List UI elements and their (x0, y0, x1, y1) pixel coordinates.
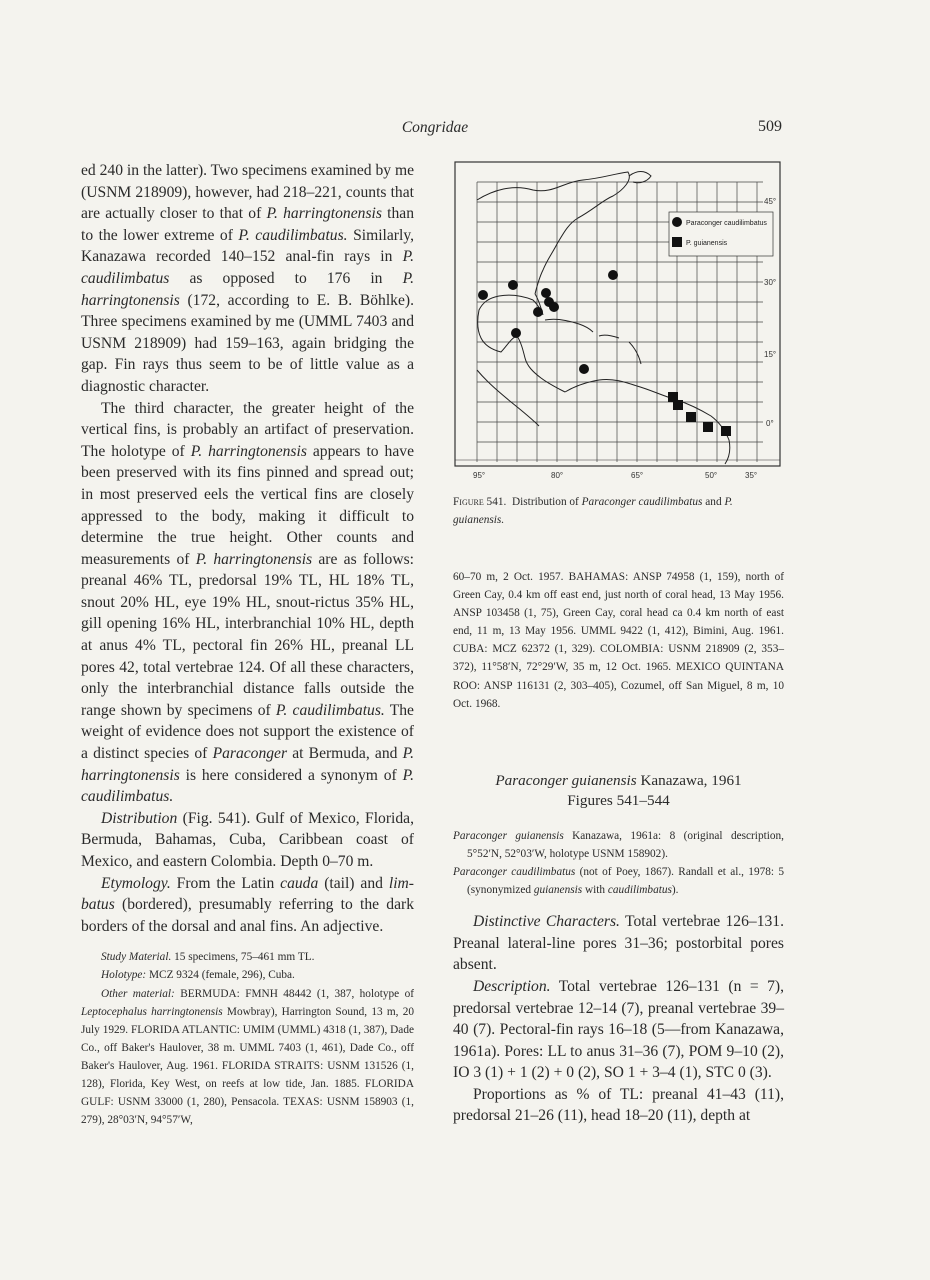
locality-marker (533, 307, 543, 317)
legend-label-guianensis: P. guianensis (686, 240, 728, 247)
material-continued: 60–70 m, 2 Oct. 1957. BAHAMAS: ANSP 74958 (1, 159), north of Green Cay, 0.4 km off east end, just north of coral head, 13 May 1956. ANSP 103458 (1, 75), Green Cay, coral head ca 0.4 km north of east end, 11 m, 13 May 1956. UMML 9422 (1, 412), Bimini, Aug. 1961. CUBA: MCZ 62372 (1, 329). COLOMBIA: USNM 218909 (2, 353–372), 11°58′N, 72°29′W, 35 m, 12 Oct. 1965. MEXICO QUINTANA ROO: ANSP 116131 (2, 303–405), Cozumel, off San Miguel, 8 m, 10 Oct. 1968. (453, 571, 784, 710)
right-column (453, 568, 784, 1127)
left-column (81, 160, 414, 1129)
locality-marker-square (686, 412, 696, 422)
study-material: Study Material. 15 specimens, 75–461 mm TL. (101, 951, 315, 964)
map-legend (669, 212, 773, 256)
locality-marker-square (673, 400, 683, 410)
locality-marker (549, 302, 559, 312)
running-title: Congridae (401, 119, 469, 136)
paragraph-fin-rays: ed 240 in the latter). Two specimens examined by me (USNM 218909), however, had 218–221, counts that are actually closer to that of P. harringtonensis than to the lower extreme of P. caudilimbatus. Similarly, Kanazawa recorded 140–152 anal-fin rays in P. caudilimbatus as opposed to 176 in P. harringtonensis (172, according to E. B. Böhlke). Three specimens examined by me (UMML 7403 and USNM 218909) had 159–163, again bridging the gap. Fin rays thus seem to be of little value as a diagnostic character. (81, 162, 415, 395)
paragraph-etymology: Etymology. From the Latin cauda (tail) and limbatus (bordered), presumably referring to the dark borders of the dorsal and anal fins. An adjective. (81, 874, 414, 935)
lon-label-95: 95° (473, 471, 486, 480)
locality-marker (579, 364, 589, 374)
paragraph-proportions: Proportions as % of TL: preanal 41–43 (11), predorsal 21–26 (11), head 18–20 (11), depth at (453, 1085, 784, 1125)
legend-square-icon (672, 237, 682, 247)
legend-label-caudilimbatus: Paraconger caudilimbatus (686, 220, 767, 227)
lon-label-80: 80° (551, 471, 564, 480)
locality-marker (478, 290, 488, 300)
page-number: 509 (758, 118, 782, 135)
legend-circle-icon (672, 217, 682, 227)
figure-caption: Figure 541. Distribution of Paraconger caudilimbatus and P. guianensis. (453, 496, 733, 526)
paragraph-distinctive-characters: Distinctive Characters. Total vertebrae 126–131. Preanal lateral-line pores 31–36; postorbital pores absent. (453, 913, 784, 974)
paragraph-description: Description. Total vertebrae 126–131 (n = 7), predorsal vertebrae 12–14 (7), preanal vertebrae 39–40 (7). Pectoral-fin rays 16–18 (5—from Kanazawa, 1961a). Pores: LL to anus 31–36 (7), POM 9–10 (2), IO 3 (1) + 1 (2) + 0 (2), SO 1 + 3–4 (1), STC 0 (3). (453, 977, 784, 1082)
holotype: Holotype: MCZ 9324 (female, 296), Cuba. (101, 969, 295, 982)
locality-marker-square (703, 422, 713, 432)
lat-label-45: 45° (764, 197, 777, 206)
locality-marker (608, 270, 618, 280)
locality-marker (508, 280, 518, 290)
other-material: Other material: BERMUDA: FMNH 48442 (1, 387, holotype of Leptocephalus harringtonensis Mowbray), Harrington Sound, 13 m, 20 July 1929. FLORIDA ATLANTIC: UMIM (UMML) 4318 (1, 387), Dade Co., off Baker's Haulover, 38 m. UMML 7403 (1, 461), Dade Co., off Baker's Haulover, Aug. 1961. FLORIDA STRAITS: USNM 131526 (1, 128), Florida, Key West, on reefs at low tide, Jan. 1885. FLORIDA GULF: USNM 33000 (1, 280), Pensacola. TEXAS: USNM 158903 (1, 279), 28°03′N, 94°57′W, (81, 987, 414, 1127)
locality-marker (541, 288, 551, 298)
lon-label-65: 65° (631, 471, 644, 480)
lon-label-50: 50° (705, 471, 718, 480)
paragraph-vertical-fins: The third character, the greater height of the vertical fins, is probably an artifact of preservation. The holotype of P. harringtonensis appears to have been preserved with its fins pinned and spread out; in most preserved eels the vertical fins are closely appressed to the body, making it difficult to determine the true height. Other counts and measurements of P. harringtonensis are as follows: preanal 46% TL, predorsal 19% TL, HL 18% TL, snout 20% HL, eye 19% HL, snout-rictus 35% HL, gill opening 16% HL, interbranchial 10% HL, depth at anus 4% TL, pectoral fin 26% HL, preanal LL pores 42, total vertebrae 124. Of all these characters, only the interbranchial distance falls outside the range shown by specimens of P. caudilimbatus. The weight of evidence does not support the existence of a distinct species of Paraconger at Bermuda, and P. harringtonensis is here considered a synonym of P. caudilimbatus. (81, 399, 415, 806)
lat-label-15: 15° (764, 350, 777, 359)
distribution-map-figure (453, 160, 784, 482)
synonymy-entry: Paraconger caudilimbatus (not of Poey, 1867). Randall et al., 1978: 5 (synonymized guianensis with caudilimbatus). (453, 865, 784, 897)
species-heading: Paraconger guianensis Kanazawa, 1961 (495, 771, 742, 789)
lat-label-30: 30° (764, 278, 777, 287)
lat-label-0: 0° (766, 419, 774, 428)
species-figures-ref: Figures 541–544 (567, 791, 670, 809)
locality-marker-square (721, 426, 731, 436)
synonymy-entry: Paraconger guianensis Kanazawa, 1961a: 8 (original description, 5°52′N, 52°03′W, holotype USNM 158902). (453, 829, 784, 860)
paragraph-distribution: Distribution (Fig. 541). Gulf of Mexico, Florida, Bermuda, Bahamas, Cuba, Caribbean coast of Mexico, and eastern Colombia. Depth 0–70 m. (81, 809, 414, 870)
lon-label-35: 35° (745, 471, 758, 480)
locality-marker (511, 328, 521, 338)
distribution-map (453, 160, 784, 482)
